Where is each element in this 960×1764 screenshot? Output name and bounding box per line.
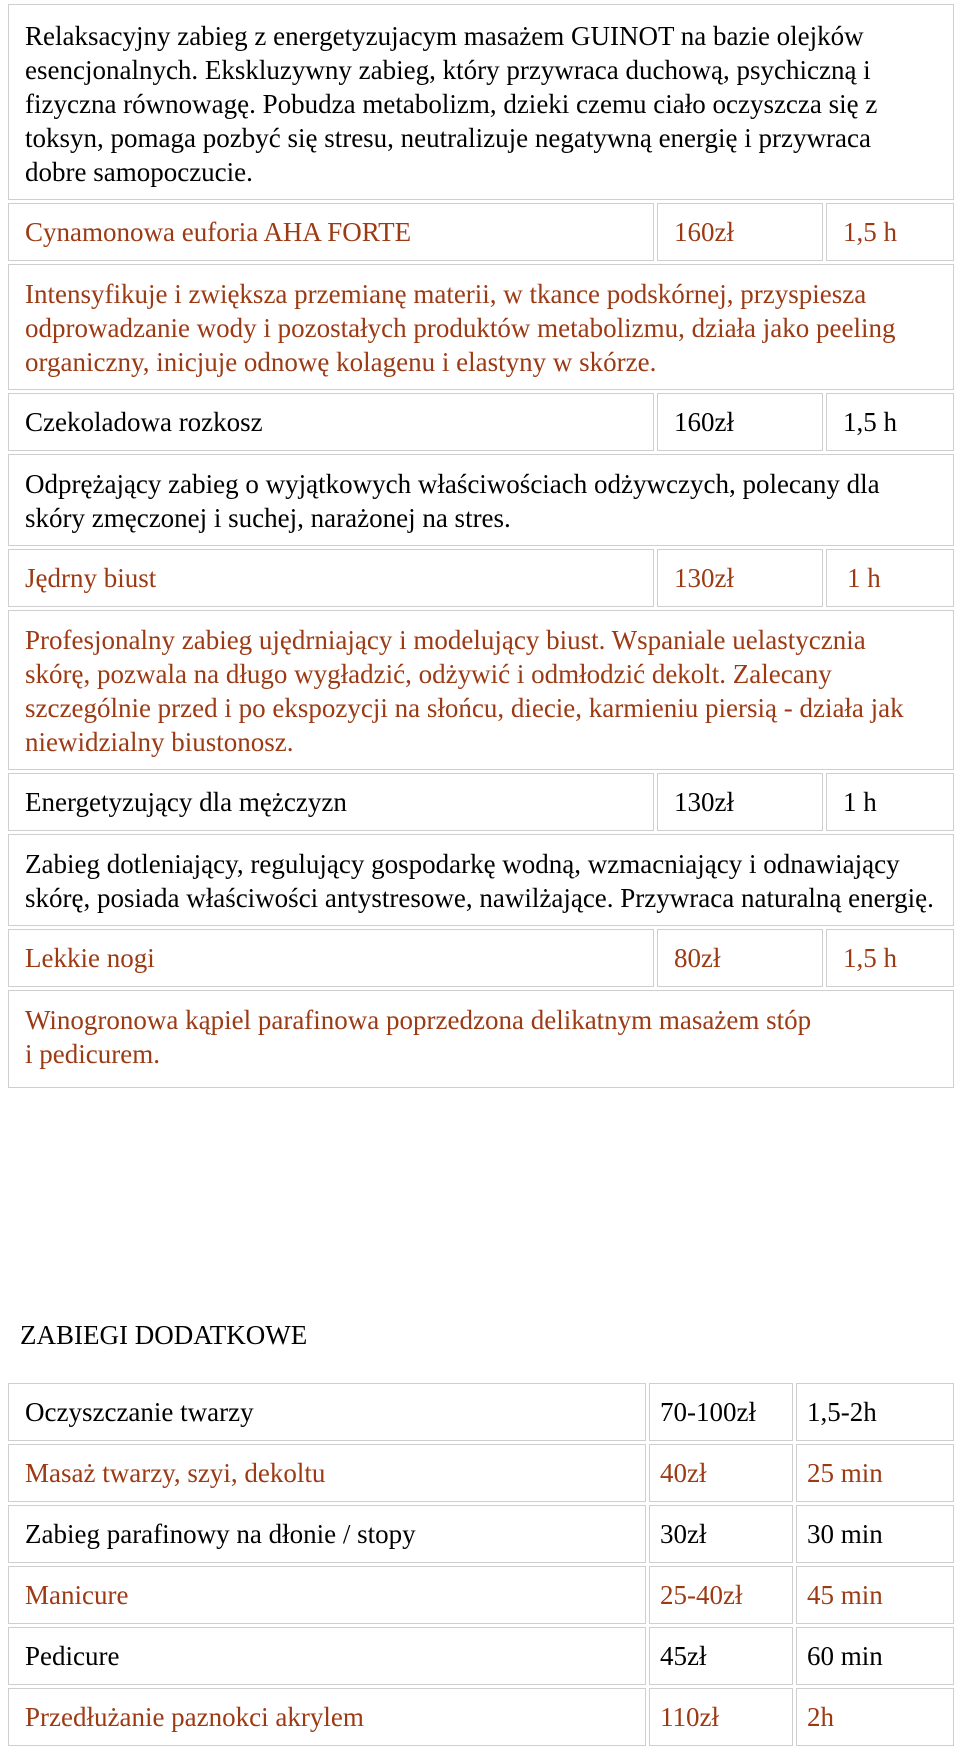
treatment-name: Energetyzujący dla mężczyzn	[8, 773, 654, 831]
extra-name: Oczyszczanie twarzy	[8, 1383, 646, 1441]
treatment-time: 1 h	[826, 773, 954, 831]
treatment-time: 1,5 h	[826, 203, 954, 261]
extra-time: 1,5-2h	[796, 1383, 954, 1441]
extra-row	[8, 1688, 954, 1746]
extra-row	[8, 1383, 954, 1441]
treatment-row	[8, 929, 954, 987]
treatments-table	[5, 1, 957, 1091]
extra-time: 45 min	[796, 1566, 954, 1624]
treatment-description: Odprężający zabieg o wyjątkowych właściwościach odżywczych, polecany dla skóry zmęczonej i suchej, narażonej na stres.	[8, 454, 954, 546]
treatment-description: Zabieg dotleniający, regulujący gospodarkę wodną, wzmacniający i odnawiający skórę, posiada właściwości antystresowe, nawilżające. Przywraca naturalną energię.	[8, 834, 954, 926]
treatment-price: 160zł	[657, 203, 823, 261]
extra-name: Pedicure	[8, 1627, 646, 1685]
treatment-row	[8, 393, 954, 451]
extras-table	[5, 1380, 957, 1749]
treatment-row	[8, 203, 954, 261]
extra-row	[8, 1505, 954, 1563]
treatment-time: 1,5 h	[826, 393, 954, 451]
treatment-description-line: Winogronowa kąpiel parafinowa poprzedzona delikatnym masażem stóp	[25, 1005, 812, 1035]
extra-name: Masaż twarzy, szyi, dekoltu	[8, 1444, 646, 1502]
extra-time: 30 min	[796, 1505, 954, 1563]
extra-time: 60 min	[796, 1627, 954, 1685]
extra-name: Manicure	[8, 1566, 646, 1624]
extra-time: 25 min	[796, 1444, 954, 1502]
extra-price: 110zł	[649, 1688, 793, 1746]
treatment-time: 1,5 h	[826, 929, 954, 987]
treatment-price: 80zł	[657, 929, 823, 987]
treatment-name: Czekoladowa rozkosz	[8, 393, 654, 451]
treatment-row	[8, 549, 954, 607]
extra-price: 45zł	[649, 1627, 793, 1685]
treatment-description: Intensyfikuje i zwiększa przemianę materii, w tkance podskórnej, przyspiesza odprowadzanie wody i pozostałych produktów metabolizmu, działa jako peeling organiczny, inicjuje odnowę kolagenu i elastyny w skórze.	[8, 264, 954, 390]
extra-row	[8, 1444, 954, 1502]
treatment-description	[8, 990, 954, 1088]
treatment-name: Lekkie nogi	[8, 929, 654, 987]
extra-price: 25-40zł	[649, 1566, 793, 1624]
intro-description: Relaksacyjny zabieg z energetyzujacym masażem GUINOT na bazie olejków esencjonalnych. Ekskluzywny zabieg, który przywraca duchową, psychiczną i fizyczna równowagę. Pobudza metabolizm, dzieki czemu ciało oczyszcza się z toksyn, pomaga pozbyć się stresu, neutralizuje negatywną energię i przywraca dobre samopoczucie.	[8, 4, 954, 200]
extra-row	[8, 1566, 954, 1624]
treatment-name: Cynamonowa euforia AHA FORTE	[8, 203, 654, 261]
extra-name: Zabieg parafinowy na dłonie / stopy	[8, 1505, 646, 1563]
treatment-name: Jędrny biust	[8, 549, 654, 607]
treatment-description: Profesjonalny zabieg ujędrniający i modelujący biust. Wspaniale uelastycznia skórę, pozwala na długo wygładzić, odżywić i odmłodzić dekolt. Zalecany szczególnie przed i po ekspozycji na słońcu, diecie, karmieniu piersią - działa jak niewidzialny biustonosz.	[8, 610, 954, 770]
section-heading: ZABIEGI DODATKOWE	[20, 1320, 308, 1350]
treatment-time: 1 h	[826, 549, 954, 607]
extra-price: 70-100zł	[649, 1383, 793, 1441]
extra-row	[8, 1627, 954, 1685]
treatment-price: 130zł	[657, 549, 823, 607]
treatment-row	[8, 773, 954, 831]
treatment-price: 160zł	[657, 393, 823, 451]
treatment-description-line: i pedicurem.	[25, 1039, 160, 1069]
extra-price: 40zł	[649, 1444, 793, 1502]
extra-name: Przedłużanie paznokci akrylem	[8, 1688, 646, 1746]
treatment-price: 130zł	[657, 773, 823, 831]
extra-time: 2h	[796, 1688, 954, 1746]
extra-price: 30zł	[649, 1505, 793, 1563]
